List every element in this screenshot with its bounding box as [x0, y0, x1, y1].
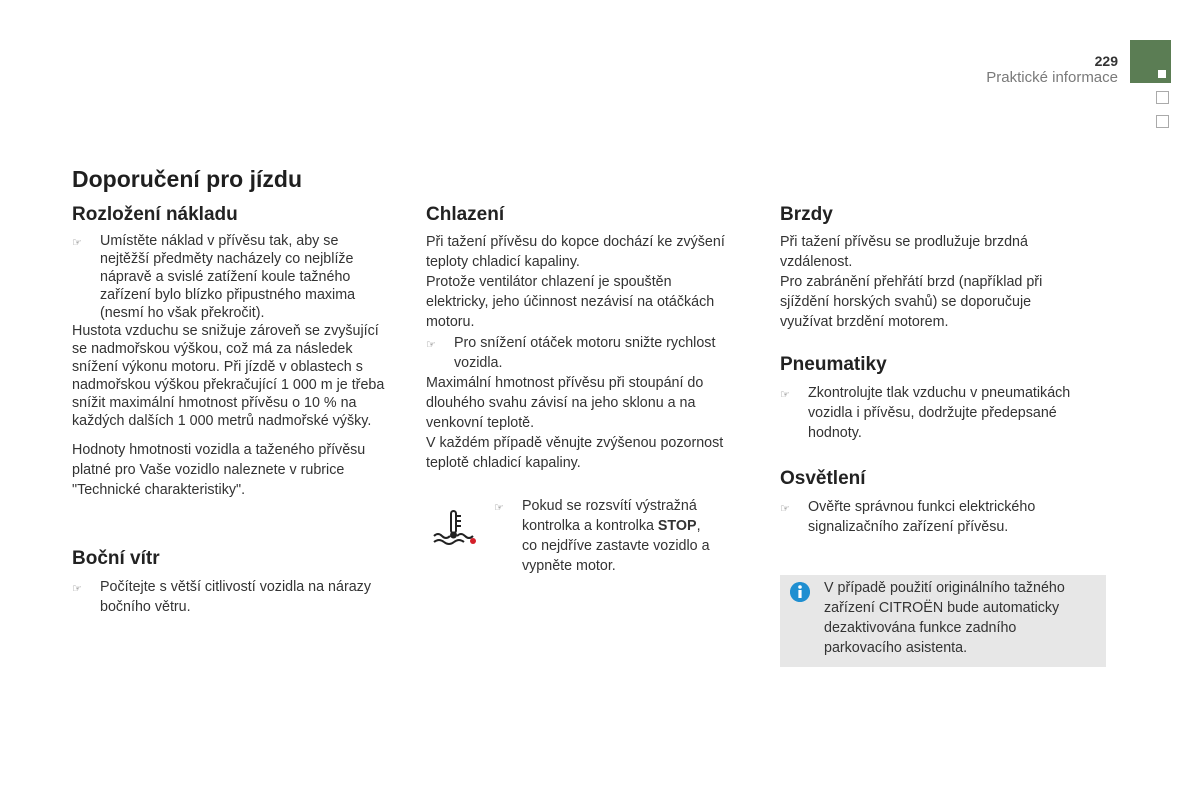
- text-line: nejtěžší předměty nacházely co nejblíže: [100, 251, 354, 267]
- text-line: Při tažení přívěsu do kopce dochází ke zvýšení: [426, 234, 725, 250]
- heading-chlazeni: Chlazení: [426, 204, 505, 225]
- info-box: [780, 575, 1106, 667]
- text-line: Maximální hmotnost přívěsu při stoupání do: [426, 375, 704, 391]
- page-title: Doporučení pro jízdu: [72, 166, 302, 192]
- bullet-item: [72, 232, 402, 322]
- text-line: co nejdříve zastavte vozidlo a: [522, 538, 710, 554]
- pointer-icon: ☞: [494, 502, 504, 514]
- info-text: [824, 578, 1098, 658]
- paragraph: [72, 322, 412, 430]
- text-line: elektricky, jeho účinnost nezávisí na otáčkách: [426, 294, 715, 310]
- section-name: Praktické informace: [986, 69, 1118, 86]
- text-line: Zkontrolujte tlak vzduchu v pneumatikách: [808, 385, 1071, 401]
- chapter-tab: [1156, 91, 1169, 104]
- text-line: nápravě a svislé zatížení koule tažného: [100, 269, 351, 285]
- text-line: Pro snížení otáček motoru snižte rychlost: [454, 335, 716, 351]
- chapter-tab-marker: [1158, 70, 1166, 78]
- text-line: Ověřte správnou funkci elektrického: [808, 499, 1036, 515]
- text-line: V každém případě věnujte zvýšenou pozornost: [426, 435, 724, 451]
- text-line: "Technické charakteristiky".: [72, 482, 246, 498]
- text-line: venkovní teplotě.: [426, 415, 535, 431]
- text-line: vzdálenost.: [780, 254, 853, 270]
- text-fragment: kontrolka a kontrolka: [522, 518, 658, 534]
- text-line: (nesmí ho však překročit).: [100, 305, 265, 321]
- paragraph: [780, 232, 1120, 332]
- text-line: dlouhého svahu závisí na jeho sklonu a na: [426, 395, 696, 411]
- text-line: snížit maximální hmotnost přívěsu o 10 % na: [72, 395, 357, 411]
- text-line: motoru.: [426, 314, 475, 330]
- bullet-item: [780, 497, 1110, 537]
- paragraph: [426, 232, 766, 332]
- text-line: parkovacího asistenta.: [824, 640, 968, 656]
- page-number: 229: [1094, 53, 1118, 69]
- text-line: dezaktivována funkce zadního: [824, 620, 1017, 636]
- text-line: Hodnoty hmotnosti vozidla a taženého přívěsu: [72, 442, 366, 458]
- text-fragment: ,: [696, 518, 701, 534]
- text-line: teploty chladicí kapaliny.: [426, 254, 580, 270]
- pointer-icon: ☞: [426, 339, 436, 351]
- bullet-item: [72, 577, 402, 617]
- text-line: sjíždění horských svahů) se doporučuje: [780, 294, 1032, 310]
- text-line: vozidla.: [454, 355, 503, 371]
- bullet-item: [780, 383, 1110, 443]
- text-line: [522, 516, 764, 536]
- text-line: zařízení CITROËN bude automaticky: [824, 600, 1060, 616]
- text-line: vozidla i přívěsu, dodržujte předepsané: [808, 405, 1057, 421]
- text-line: Umístěte náklad v přívěsu tak, aby se: [100, 233, 339, 249]
- text-line: zařízení bylo blízko připustného maxima: [100, 287, 356, 303]
- chapter-tab: [1156, 115, 1169, 128]
- text-line: vypněte motor.: [522, 558, 616, 574]
- text-line: Pro zabránění přehřátí brzd (například při: [780, 274, 1043, 290]
- text-line: nadmořskou výškou překračující 1 000 m je třeba: [72, 377, 385, 393]
- text-line: se nadmořskou výškou, což má za následek: [72, 341, 353, 357]
- text-line: platné pro Vaše vozidlo naleznete v rubrice: [72, 462, 345, 478]
- bullet-item: [494, 496, 764, 576]
- heading-bocni-vitr: Boční vítr: [72, 548, 160, 569]
- heading-pneumatiky: Pneumatiky: [780, 354, 887, 375]
- pointer-icon: ☞: [72, 237, 82, 249]
- text-line: každých dalších 1 000 metrů nadmořské výšky.: [72, 413, 372, 429]
- paragraph: [72, 440, 412, 500]
- bullet-item: [426, 333, 756, 373]
- text-line: Protože ventilátor chlazení je spouštěn: [426, 274, 672, 290]
- text-line: bočního větru.: [100, 599, 191, 615]
- paragraph: [426, 373, 766, 473]
- text-line: snížení výkonu motoru. Při jízdě v oblastech s: [72, 359, 363, 375]
- pointer-icon: ☞: [780, 389, 790, 401]
- info-icon: [790, 582, 810, 602]
- text-line: využívat brzdění motorem.: [780, 314, 949, 330]
- text-line: V případě použití originálního tažného: [824, 580, 1065, 596]
- heading-rozlozeni-nakladu: Rozložení nákladu: [72, 204, 238, 225]
- text-line: Hustota vzduchu se snižuje zároveň se zvyšující: [72, 323, 379, 339]
- pointer-icon: ☞: [780, 503, 790, 515]
- text-line: teplotě chladicí kapaliny.: [426, 455, 581, 471]
- text-line: signalizačního zařízení přívěsu.: [808, 519, 1009, 535]
- stop-label: STOP: [657, 518, 697, 534]
- text-line: Počítejte s větší citlivostí vozidla na nárazy: [100, 579, 371, 595]
- pointer-icon: ☞: [72, 583, 82, 595]
- text-line: hodnoty.: [808, 425, 862, 441]
- coolant-temperature-warning-icon: [430, 508, 478, 548]
- chapter-tab-active: [1130, 40, 1171, 83]
- heading-brzdy: Brzdy: [780, 204, 833, 225]
- text-line: Pokud se rozsvítí výstražná: [522, 498, 697, 514]
- heading-osvetleni: Osvětlení: [780, 468, 866, 489]
- text-line: Při tažení přívěsu se prodlužuje brzdná: [780, 234, 1028, 250]
